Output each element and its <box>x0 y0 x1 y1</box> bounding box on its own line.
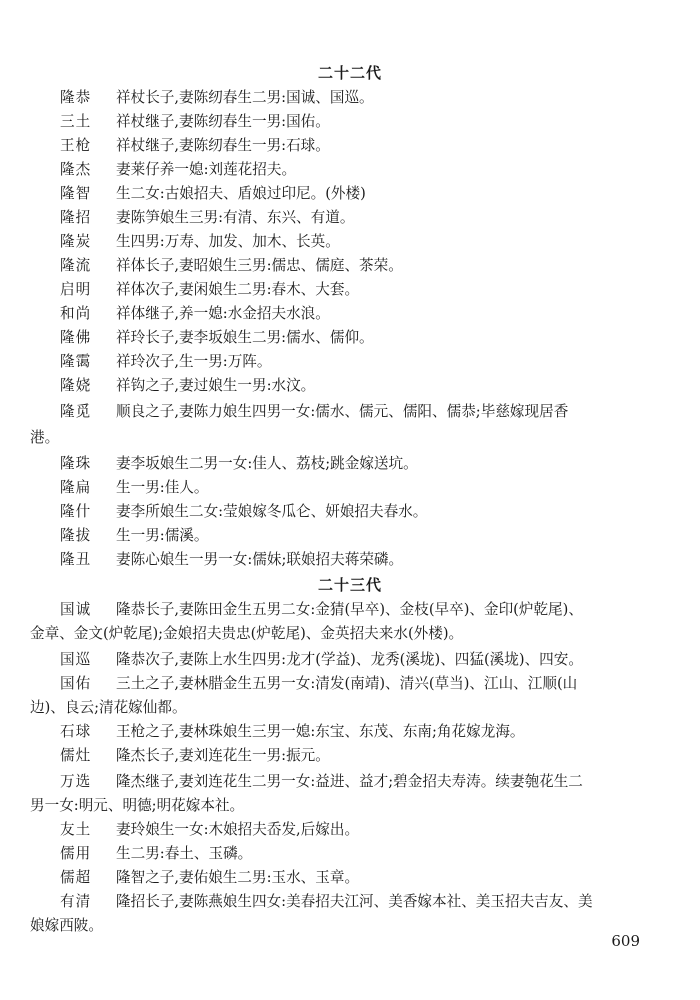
entry-text: 妻李坂娘生二男一女:佳人、荔枝;跳金嫁送坑。 <box>116 455 418 472</box>
entry-name: 隆杰 <box>60 161 92 178</box>
entry-23-6 <box>60 818 660 842</box>
entry-22-8 <box>60 278 660 302</box>
entry-name: 儒用 <box>60 845 92 862</box>
entry-text: 祥杖长子,妻陈纫春生二男:国诚、国巡。 <box>116 89 374 106</box>
entry-text: 隆杰继子,妻刘连花生二男一女:益进、益才;碧金招夫寿涛。续妻匏花生二 <box>116 773 583 790</box>
entry-23-5-continuation: 男一女:明元、明德;明花嫁本社。 <box>30 797 245 814</box>
entry-23-7 <box>60 842 660 866</box>
entry-text: 隆恭次子,妻陈上水生四男:龙才(学益)、龙秀(溪垅)、四猛(溪垅)、四安。 <box>116 651 583 668</box>
entry-23-2 <box>60 672 660 696</box>
entry-22-6 <box>60 230 660 254</box>
entry-text: 生二女:古娘招夫、盾娘过印尼。(外楼) <box>116 185 366 202</box>
entry-text: 祥体继子,养一媳:水金招夫水浪。 <box>116 305 330 322</box>
entry-name: 隆佛 <box>60 329 92 346</box>
entry-name: 国诚 <box>60 601 92 618</box>
entry-name: 隆炭 <box>60 233 92 250</box>
entry-name: 隆拔 <box>60 527 92 544</box>
entry-name: 隆霭 <box>60 353 92 370</box>
entry-name: 国巡 <box>60 651 92 668</box>
entry-name: 隆什 <box>60 503 92 520</box>
entry-text: 三土之子,妻林腊金生五男一女:清发(南靖)、清兴(草当)、江山、江顺(山 <box>116 675 578 692</box>
entry-text: 妻陈笋娘生三男:有清、东兴、有道。 <box>116 209 355 226</box>
entry-23-2-continuation: 边)、良云;清花嫁仙都。 <box>30 699 187 716</box>
entry-23-0 <box>60 598 660 622</box>
entry-22-17 <box>60 524 660 548</box>
entry-text: 妻莱仔养一媳:刘莲花招夫。 <box>116 161 297 178</box>
entry-name: 万选 <box>60 773 92 790</box>
entry-22-2 <box>60 134 660 158</box>
entry-22-11 <box>60 350 660 374</box>
entry-22-7 <box>60 254 660 278</box>
entry-text: 祥杖继子,妻陈纫春生一男:国佑。 <box>116 113 330 130</box>
entry-name: 有清 <box>60 893 92 910</box>
entry-22-18 <box>60 548 660 572</box>
entry-text: 隆招长子,妻陈燕娘生四女:美春招夫江河、美香嫁本社、美玉招夫吉友、美 <box>116 893 593 910</box>
entry-text: 祥杖继子,妻陈纫春生一男:石球。 <box>116 137 330 154</box>
entry-23-1 <box>60 648 660 672</box>
entry-text: 生一男:儒溪。 <box>116 527 209 544</box>
entry-22-10 <box>60 326 660 350</box>
entry-text: 祥玲次子,生一男:万阵。 <box>116 353 272 370</box>
entry-22-13 <box>60 400 660 424</box>
generation-heading-22: 二十二代 <box>317 64 382 82</box>
entry-name: 启明 <box>60 281 92 298</box>
entry-name: 隆扁 <box>60 479 92 496</box>
entry-23-0-continuation: 金章、金文(炉乾尾);金娘招夫贵忠(炉乾尾)、金英招夫来水(外楼)。 <box>30 625 464 642</box>
entry-name: 儒灶 <box>60 747 92 764</box>
entry-text: 祥体次子,妻闲娘生二男:春木、大套。 <box>116 281 360 298</box>
entry-23-9 <box>60 890 660 914</box>
entry-name: 隆招 <box>60 209 92 226</box>
entry-22-3 <box>60 158 660 182</box>
entry-name: 隆丑 <box>60 551 92 568</box>
entry-name: 隆娆 <box>60 377 92 394</box>
entry-name: 隆珠 <box>60 455 92 472</box>
page-number: 609 <box>611 932 640 950</box>
entry-name: 和尚 <box>60 305 92 322</box>
entry-text: 王枪之子,妻林珠娘生三男一媳:东宝、东茂、东南;角花嫁龙海。 <box>116 723 525 740</box>
entry-22-12 <box>60 374 660 398</box>
entry-23-9-continuation: 娘嫁西陂。 <box>30 917 103 934</box>
entry-text: 祥钩之子,妻过娘生一男:水汶。 <box>116 377 316 394</box>
entry-name: 隆智 <box>60 185 92 202</box>
entry-22-9 <box>60 302 660 326</box>
entry-name: 隆觅 <box>60 403 92 420</box>
entry-text: 祥玲长子,妻李坂娘生二男:儒水、儒仰。 <box>116 329 374 346</box>
entry-22-13-continuation: 港。 <box>30 429 60 446</box>
entry-name: 友土 <box>60 821 92 838</box>
entry-text: 生二男:春土、玉磷。 <box>116 845 253 862</box>
entry-text: 生一男:佳人。 <box>116 479 209 496</box>
entry-23-4 <box>60 744 660 768</box>
entry-text: 生四男:万寿、加发、加木、长英。 <box>116 233 340 250</box>
entry-text: 妻玲娘生一女:木娘招夫岙发,后嫁出。 <box>116 821 360 838</box>
entry-name: 三土 <box>60 113 92 130</box>
entry-text: 隆智之子,妻佑娘生二男:玉水、玉章。 <box>116 869 360 886</box>
entry-text: 隆恭长子,妻陈田金生五男二女:金猜(早卒)、金枝(早卒)、金印(炉乾尾)、 <box>116 601 583 618</box>
entry-name: 儒超 <box>60 869 92 886</box>
entry-22-14 <box>60 452 660 476</box>
entry-text: 妻陈心娘生一男一女:儒妹;联娘招夫蒋荣磷。 <box>116 551 404 568</box>
entry-name: 石球 <box>60 723 92 740</box>
entry-name: 王枪 <box>60 137 92 154</box>
entry-text: 隆杰长子,妻刘连花生一男:振元。 <box>116 747 330 764</box>
generation-heading-23: 二十三代 <box>317 576 382 594</box>
entry-text: 祥体长子,妻昭娘生三男:儒忠、儒庭、茶荣。 <box>116 257 403 274</box>
entry-text: 顺良之子,妻陈力娘生四男一女:儒水、儒元、儒阳、儒恭;毕慈嫁现居香 <box>116 403 569 420</box>
entry-22-15 <box>60 476 660 500</box>
entry-name: 国佑 <box>60 675 92 692</box>
entry-22-4 <box>60 182 660 206</box>
entry-22-5 <box>60 206 660 230</box>
entry-name: 隆流 <box>60 257 92 274</box>
entry-22-0 <box>60 86 660 110</box>
entry-23-5 <box>60 770 660 794</box>
entry-text: 妻李所娘生二女:莹娘嫁冬瓜仑、妍娘招夫春水。 <box>116 503 428 520</box>
entry-23-3 <box>60 720 660 744</box>
entry-23-8 <box>60 866 660 890</box>
entry-22-16 <box>60 500 660 524</box>
entry-name: 隆恭 <box>60 89 92 106</box>
entry-22-1 <box>60 110 660 134</box>
